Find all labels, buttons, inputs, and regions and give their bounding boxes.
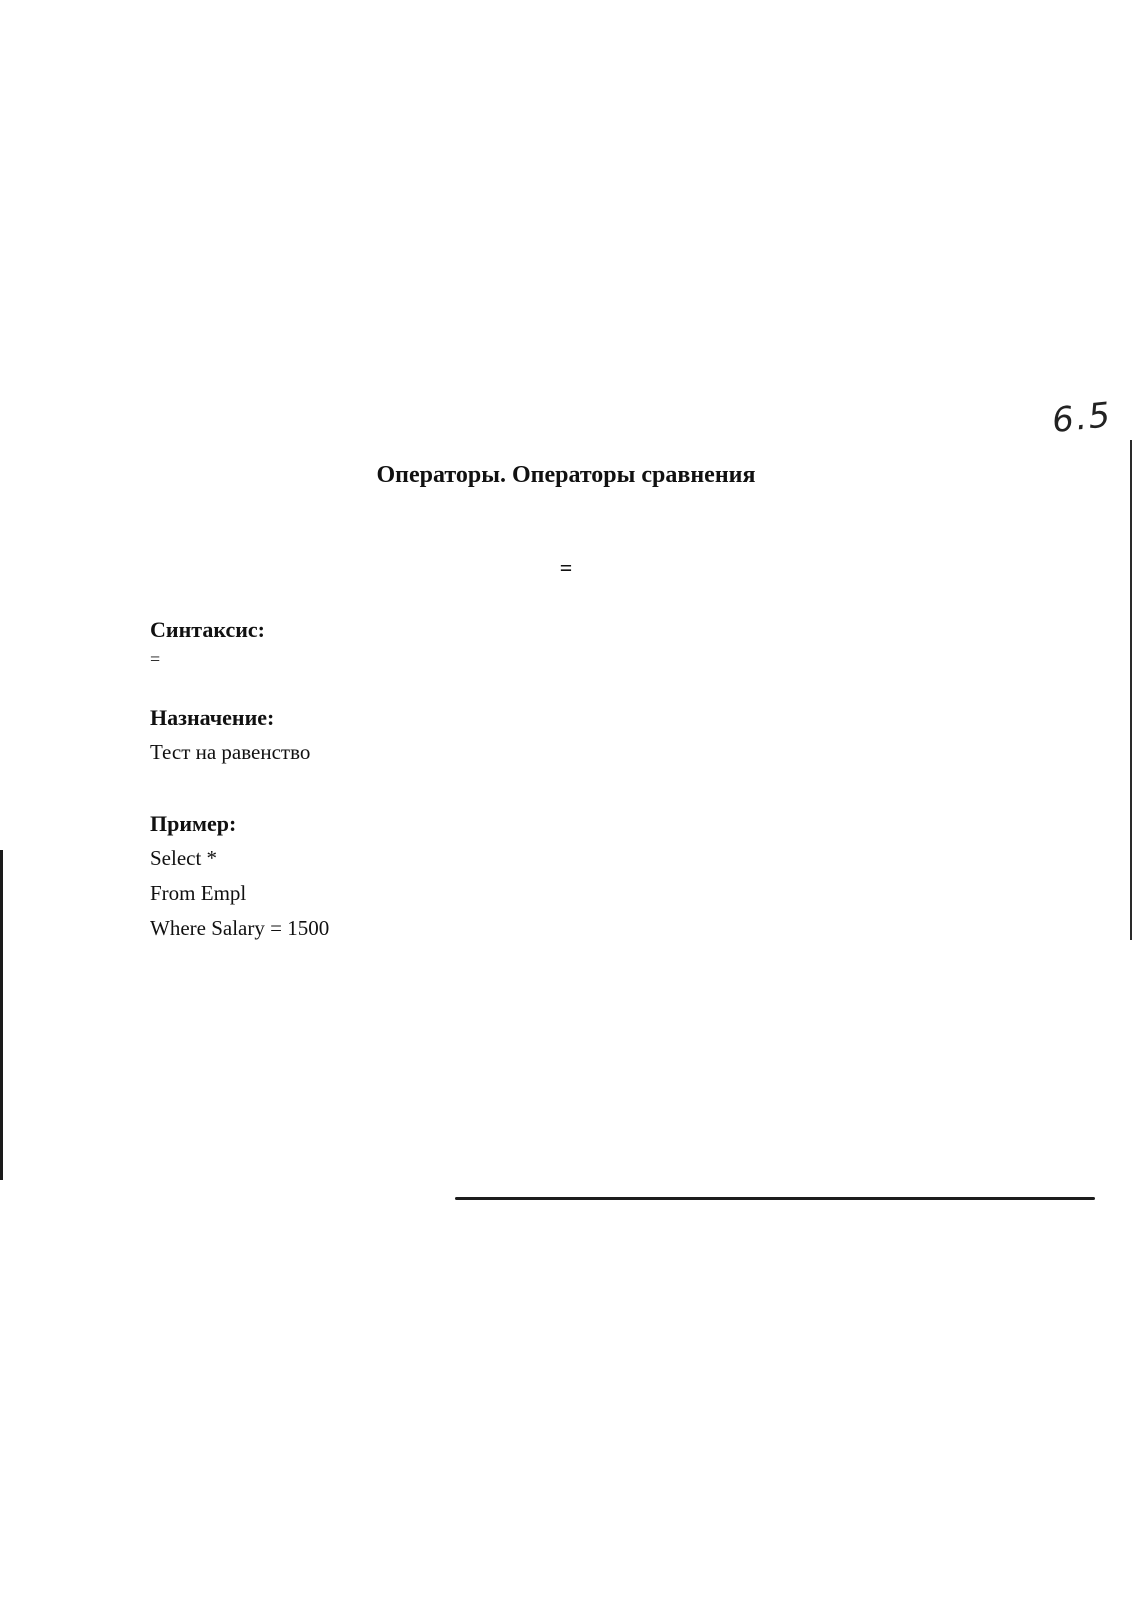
example-line: Select * <box>150 846 218 870</box>
example-line: Where Salary = 1500 <box>150 916 330 940</box>
scan-left-edge <box>0 850 3 1180</box>
purpose-value: Тест на равенство <box>150 740 311 764</box>
syntax-value: = <box>150 649 161 669</box>
syntax-section <box>150 612 265 671</box>
purpose-heading: Назначение: <box>150 705 275 730</box>
example-section <box>150 806 329 946</box>
purpose-section <box>150 700 310 770</box>
operator-symbol: = <box>559 555 573 580</box>
example-line: From Empl <box>150 881 247 905</box>
scan-bottom-edge <box>455 1197 1095 1200</box>
page-title: Операторы. Операторы сравнения <box>376 462 756 488</box>
example-heading: Пример: <box>150 811 237 836</box>
handwritten-page-number: 6.5 <box>1050 394 1115 442</box>
syntax-heading: Синтаксис: <box>150 617 265 642</box>
